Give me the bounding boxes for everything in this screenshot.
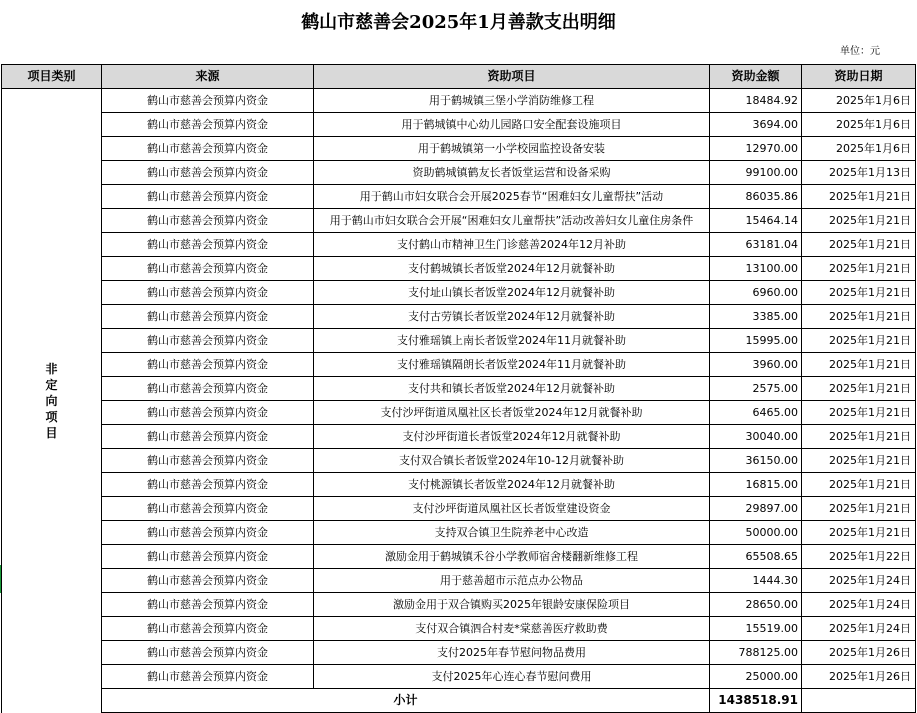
table-row <box>2 665 916 689</box>
source-cell: 鹤山市慈善会预算内资金 <box>102 617 314 641</box>
amount-cell: 15519.00 <box>710 617 802 641</box>
project-cell: 支付桃源镇长者饭堂2024年12月就餐补助 <box>314 473 710 497</box>
project-cell: 支付鹤城镇长者饭堂2024年12月就餐补助 <box>314 257 710 281</box>
date-cell: 2025年1月24日 <box>802 617 916 641</box>
date-cell: 2025年1月6日 <box>802 137 916 161</box>
amount-cell: 15995.00 <box>710 329 802 353</box>
source-cell: 鹤山市慈善会预算内资金 <box>102 401 314 425</box>
date-cell: 2025年1月21日 <box>802 233 916 257</box>
source-cell: 鹤山市慈善会预算内资金 <box>102 209 314 233</box>
table-row <box>2 113 916 137</box>
source-cell: 鹤山市慈善会预算内资金 <box>102 665 314 689</box>
amount-cell: 29897.00 <box>710 497 802 521</box>
table-row <box>2 185 916 209</box>
table-row <box>2 257 916 281</box>
source-cell: 鹤山市慈善会预算内资金 <box>102 161 314 185</box>
amount-cell: 25000.00 <box>710 665 802 689</box>
amount-cell: 15464.14 <box>710 209 802 233</box>
table-row <box>2 521 916 545</box>
amount-cell: 12970.00 <box>710 137 802 161</box>
table-row <box>2 305 916 329</box>
header-amount: 资助金额 <box>710 65 802 89</box>
project-cell: 用于鹤山市妇女联合会开展2025春节“困难妇女儿童帮扶”活动 <box>314 185 710 209</box>
source-cell: 鹤山市慈善会预算内资金 <box>102 353 314 377</box>
table-row <box>2 545 916 569</box>
table-row <box>2 473 916 497</box>
date-cell: 2025年1月21日 <box>802 281 916 305</box>
table-row <box>2 281 916 305</box>
amount-cell: 6960.00 <box>710 281 802 305</box>
subtotal-row <box>2 689 916 713</box>
table-row <box>2 329 916 353</box>
header-project: 资助项目 <box>314 65 710 89</box>
project-cell: 支付2025年心连心春节慰问费用 <box>314 665 710 689</box>
amount-cell: 65508.65 <box>710 545 802 569</box>
amount-cell: 28650.00 <box>710 593 802 617</box>
header-source: 来源 <box>102 65 314 89</box>
source-cell: 鹤山市慈善会预算内资金 <box>102 113 314 137</box>
source-cell: 鹤山市慈善会预算内资金 <box>102 185 314 209</box>
project-cell: 资助鹤城镇鹤友长者饭堂运营和设备采购 <box>314 161 710 185</box>
table-row <box>2 641 916 665</box>
amount-cell: 50000.00 <box>710 521 802 545</box>
source-cell: 鹤山市慈善会预算内资金 <box>102 497 314 521</box>
project-cell: 用于鹤城镇第一小学校园监控设备安装 <box>314 137 710 161</box>
source-cell: 鹤山市慈善会预算内资金 <box>102 377 314 401</box>
date-cell: 2025年1月21日 <box>802 305 916 329</box>
amount-cell: 36150.00 <box>710 449 802 473</box>
subtotal-label: 小计 <box>102 689 710 713</box>
project-cell: 激励金用于双合镇购买2025年银龄安康保险项目 <box>314 593 710 617</box>
table-row <box>2 137 916 161</box>
amount-cell: 63181.04 <box>710 233 802 257</box>
source-cell: 鹤山市慈善会预算内资金 <box>102 569 314 593</box>
source-cell: 鹤山市慈善会预算内资金 <box>102 329 314 353</box>
project-cell: 支付共和镇长者饭堂2024年12月就餐补助 <box>314 377 710 401</box>
project-cell: 支付雅瑶镇隔朗长者饭堂2024年11月就餐补助 <box>314 353 710 377</box>
date-cell: 2025年1月21日 <box>802 401 916 425</box>
date-cell: 2025年1月24日 <box>802 593 916 617</box>
table-row <box>2 353 916 377</box>
project-cell: 用于鹤城镇中心幼儿园路口安全配套设施项目 <box>314 113 710 137</box>
date-cell: 2025年1月21日 <box>802 497 916 521</box>
project-cell: 支付雅瑶镇上南长者饭堂2024年11月就餐补助 <box>314 329 710 353</box>
amount-cell: 3960.00 <box>710 353 802 377</box>
project-cell: 支付双合镇长者饭堂2024年10-12月就餐补助 <box>314 449 710 473</box>
source-cell: 鹤山市慈善会预算内资金 <box>102 305 314 329</box>
amount-cell: 13100.00 <box>710 257 802 281</box>
table-header-row <box>2 65 916 89</box>
source-cell: 鹤山市慈善会预算内资金 <box>102 89 314 113</box>
date-cell: 2025年1月21日 <box>802 329 916 353</box>
project-cell: 用于鹤城镇三堡小学消防维修工程 <box>314 89 710 113</box>
table-row <box>2 233 916 257</box>
table-row <box>2 593 916 617</box>
table-row <box>2 497 916 521</box>
subtotal-amount: 1438518.91 <box>710 689 802 713</box>
category-cell <box>2 89 102 713</box>
source-cell: 鹤山市慈善会预算内资金 <box>102 521 314 545</box>
date-cell: 2025年1月24日 <box>802 569 916 593</box>
source-cell: 鹤山市慈善会预算内资金 <box>102 449 314 473</box>
category-label: 非定向项目 <box>45 361 58 440</box>
date-cell: 2025年1月21日 <box>802 209 916 233</box>
source-cell: 鹤山市慈善会预算内资金 <box>102 233 314 257</box>
source-cell: 鹤山市慈善会预算内资金 <box>102 137 314 161</box>
date-cell: 2025年1月21日 <box>802 353 916 377</box>
date-cell: 2025年1月21日 <box>802 377 916 401</box>
source-cell: 鹤山市慈善会预算内资金 <box>102 641 314 665</box>
date-cell: 2025年1月22日 <box>802 545 916 569</box>
amount-cell: 6465.00 <box>710 401 802 425</box>
table-row <box>2 161 916 185</box>
date-cell: 2025年1月21日 <box>802 449 916 473</box>
table-row <box>2 425 916 449</box>
source-cell: 鹤山市慈善会预算内资金 <box>102 281 314 305</box>
project-cell: 支付沙坪街道长者饭堂2024年12月就餐补助 <box>314 425 710 449</box>
amount-cell: 3694.00 <box>710 113 802 137</box>
source-cell: 鹤山市慈善会预算内资金 <box>102 593 314 617</box>
project-cell: 支持双合镇卫生院养老中心改造 <box>314 521 710 545</box>
project-cell: 用于鹤山市妇女联合会开展“困难妇女儿童帮扶”活动改善妇女儿童住房条件 <box>314 209 710 233</box>
amount-cell: 3385.00 <box>710 305 802 329</box>
table-row <box>2 569 916 593</box>
date-cell: 2025年1月21日 <box>802 473 916 497</box>
header-date: 资助日期 <box>802 65 916 89</box>
project-cell: 支付沙坪街道凤凰社区长者饭堂建设资金 <box>314 497 710 521</box>
page-title: 鹤山市慈善会2025年1月善款支出明细 <box>301 12 616 33</box>
project-cell: 支付址山镇长者饭堂2024年12月就餐补助 <box>314 281 710 305</box>
amount-cell: 2575.00 <box>710 377 802 401</box>
table-row <box>2 401 916 425</box>
table-row <box>2 377 916 401</box>
date-cell: 2025年1月6日 <box>802 89 916 113</box>
project-cell: 支付古劳镇长者饭堂2024年12月就餐补助 <box>314 305 710 329</box>
date-cell: 2025年1月6日 <box>802 113 916 137</box>
amount-cell: 18484.92 <box>710 89 802 113</box>
project-cell: 支付2025年春节慰问物品费用 <box>314 641 710 665</box>
date-cell: 2025年1月26日 <box>802 641 916 665</box>
source-cell: 鹤山市慈善会预算内资金 <box>102 545 314 569</box>
donation-table <box>1 64 916 713</box>
table-body <box>2 89 916 713</box>
amount-cell: 99100.00 <box>710 161 802 185</box>
project-cell: 支付双合镇泗合村麦*棠慈善医疗救助费 <box>314 617 710 641</box>
project-cell: 激励金用于鹤城镇禾谷小学教师宿舍楼翻新维修工程 <box>314 545 710 569</box>
date-cell: 2025年1月13日 <box>802 161 916 185</box>
table-row <box>2 89 916 113</box>
date-cell: 2025年1月21日 <box>802 521 916 545</box>
project-cell: 支付沙坪街道凤凰社区长者饭堂2024年12月就餐补助 <box>314 401 710 425</box>
project-cell: 用于慈善超市示范点办公物品 <box>314 569 710 593</box>
amount-cell: 788125.00 <box>710 641 802 665</box>
date-cell: 2025年1月21日 <box>802 425 916 449</box>
date-cell: 2025年1月21日 <box>802 257 916 281</box>
table-row <box>2 209 916 233</box>
date-cell: 2025年1月21日 <box>802 185 916 209</box>
source-cell: 鹤山市慈善会预算内资金 <box>102 473 314 497</box>
source-cell: 鹤山市慈善会预算内资金 <box>102 257 314 281</box>
table-row <box>2 617 916 641</box>
source-cell: 鹤山市慈善会预算内资金 <box>102 425 314 449</box>
amount-cell: 16815.00 <box>710 473 802 497</box>
table-row <box>2 449 916 473</box>
subtotal-date-cell <box>802 689 916 713</box>
amount-cell: 86035.86 <box>710 185 802 209</box>
unit-label: 单位：元 <box>840 46 880 57</box>
amount-cell: 30040.00 <box>710 425 802 449</box>
header-category: 项目类别 <box>2 65 102 89</box>
amount-cell: 1444.30 <box>710 569 802 593</box>
project-cell: 支付鹤山市精神卫生门诊慈善2024年12月补助 <box>314 233 710 257</box>
date-cell: 2025年1月26日 <box>802 665 916 689</box>
